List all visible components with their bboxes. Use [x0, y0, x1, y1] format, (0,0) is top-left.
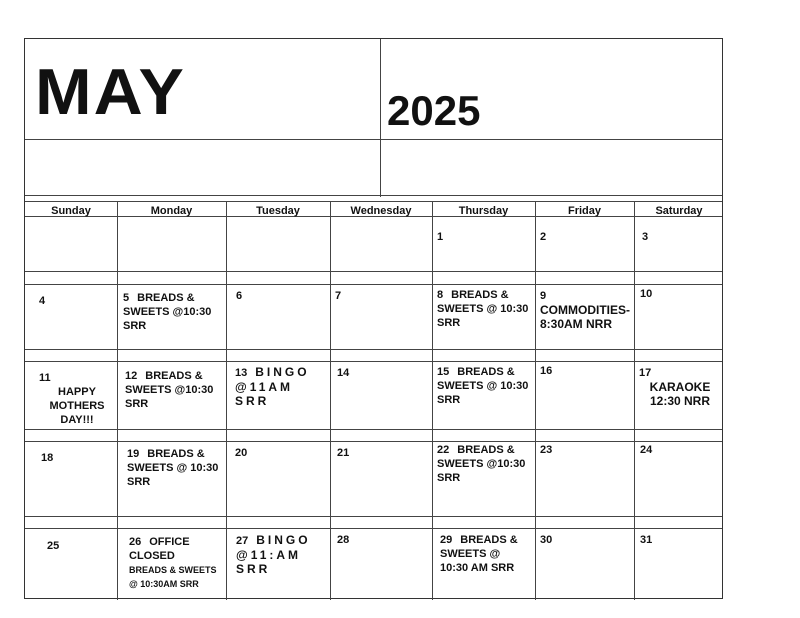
day-cell	[337, 533, 357, 547]
day-number: 12	[125, 370, 138, 382]
row-line	[25, 528, 722, 529]
day-number: 4	[39, 295, 46, 307]
row-line	[25, 516, 722, 517]
row-line	[25, 349, 722, 350]
year-title: 2025	[387, 87, 481, 134]
day-cell	[235, 446, 255, 460]
day-cell	[440, 533, 530, 575]
day-number: 6	[236, 290, 243, 302]
day-number: 9	[540, 290, 547, 302]
day-number: 2	[540, 231, 547, 243]
day-number: 13	[235, 367, 248, 379]
row-line	[25, 361, 722, 362]
day-cell	[129, 535, 225, 591]
day-cell	[236, 288, 250, 303]
day-number: 29	[440, 534, 453, 546]
event-text: BREADS & SWEETS @ 10:30 SRR	[437, 366, 529, 406]
day-cell	[642, 230, 656, 244]
day-cell	[235, 365, 327, 408]
event-text: COMMODITIES- 8:30AM NRR	[540, 303, 630, 331]
column-line	[117, 201, 118, 600]
day-number: 11	[39, 372, 51, 384]
weekday-thursday: Thursday	[458, 205, 509, 217]
row-line	[25, 271, 722, 272]
day-number: 26	[129, 536, 142, 548]
column-line	[634, 201, 635, 600]
day-number: 7	[335, 290, 342, 302]
weekday-tuesday: Tuesday	[256, 205, 300, 217]
day-cell	[125, 369, 223, 411]
day-cell	[437, 365, 531, 407]
row-line	[25, 284, 722, 285]
day-cell	[127, 447, 223, 489]
row-line	[25, 429, 722, 430]
day-number: 18	[41, 452, 54, 464]
day-number: 25	[47, 540, 60, 552]
calendar-sheet	[24, 38, 723, 599]
day-cell	[437, 230, 451, 244]
day-cell	[639, 365, 721, 408]
day-cell	[540, 230, 554, 244]
day-number: 20	[235, 447, 248, 459]
event-text: BINGO @11:AM SRR	[236, 533, 311, 576]
day-cell	[41, 451, 61, 465]
day-cell	[236, 533, 328, 576]
day-number: 3	[642, 231, 649, 243]
event-text: BREADS & SWEETS @ 10:30 SRR	[127, 448, 219, 488]
day-number: 15	[437, 366, 450, 378]
day-cell	[540, 288, 632, 331]
day-number: 30	[540, 534, 553, 546]
weekday-sunday: Sunday	[51, 205, 91, 217]
weekday-monday: Monday	[150, 205, 193, 217]
column-line	[535, 201, 536, 600]
row-line	[25, 441, 722, 442]
header-rule	[25, 195, 722, 196]
event-text: BREADS & SWEETS @10:30 SRR	[437, 444, 526, 484]
header-rule	[25, 139, 722, 140]
day-number: 23	[540, 444, 553, 456]
column-line	[330, 201, 331, 600]
day-number: 10	[640, 288, 653, 300]
day-cell	[39, 294, 53, 308]
day-cell	[47, 539, 67, 553]
day-number: 22	[437, 444, 450, 456]
day-cell	[335, 289, 349, 303]
day-number: 31	[640, 534, 653, 546]
day-number: 5	[123, 292, 130, 304]
day-number: 14	[337, 367, 350, 379]
weekday-wednesday: Wednesday	[350, 205, 412, 217]
day-number: 17	[639, 367, 652, 379]
weekday-friday: Friday	[567, 205, 601, 217]
day-cell	[437, 443, 531, 485]
month-title: MAY	[35, 55, 186, 129]
day-number: 8	[437, 289, 444, 301]
day-cell	[640, 287, 660, 301]
day-number: 28	[337, 534, 350, 546]
event-text: BREADS & SWEETS @10:30 SRR	[125, 370, 214, 410]
day-number: 27	[236, 535, 249, 547]
weekday-saturday: Saturday	[655, 205, 703, 217]
event-text: BREADS & SWEETS @ 10:30 SRR	[437, 289, 529, 329]
header-divider	[380, 39, 381, 197]
day-cell	[540, 533, 560, 547]
event-text: KARAOKE 12:30 NRR	[649, 380, 711, 408]
column-line	[432, 201, 433, 600]
day-cell	[123, 291, 221, 333]
day-cell	[540, 364, 560, 378]
day-cell	[337, 366, 357, 380]
column-line	[226, 201, 227, 600]
event-text: BREADS & SWEETS @10:30 SRR	[123, 292, 212, 332]
day-cell	[337, 446, 357, 460]
day-cell	[640, 443, 660, 457]
event-text: BREADS & SWEETS @ 10:30 AM SRR	[440, 534, 518, 574]
day-cell	[437, 288, 531, 330]
day-number: 24	[640, 444, 653, 456]
day-cell	[39, 371, 115, 427]
day-number: 21	[337, 447, 350, 459]
event-text: BINGO @11AM SRR	[235, 365, 310, 408]
event-text: OFFICE CLOSED	[129, 536, 190, 562]
day-number: 16	[540, 365, 553, 377]
day-number: 19	[127, 448, 140, 460]
day-cell	[540, 443, 560, 457]
day-cell	[640, 533, 660, 547]
day-number: 1	[437, 231, 444, 243]
event-text: BREADS & SWEETS @ 10:30AM SRR	[129, 565, 217, 589]
event-text: HAPPY MOTHERS DAY!!!	[49, 386, 105, 426]
weekday-rule	[25, 201, 722, 202]
